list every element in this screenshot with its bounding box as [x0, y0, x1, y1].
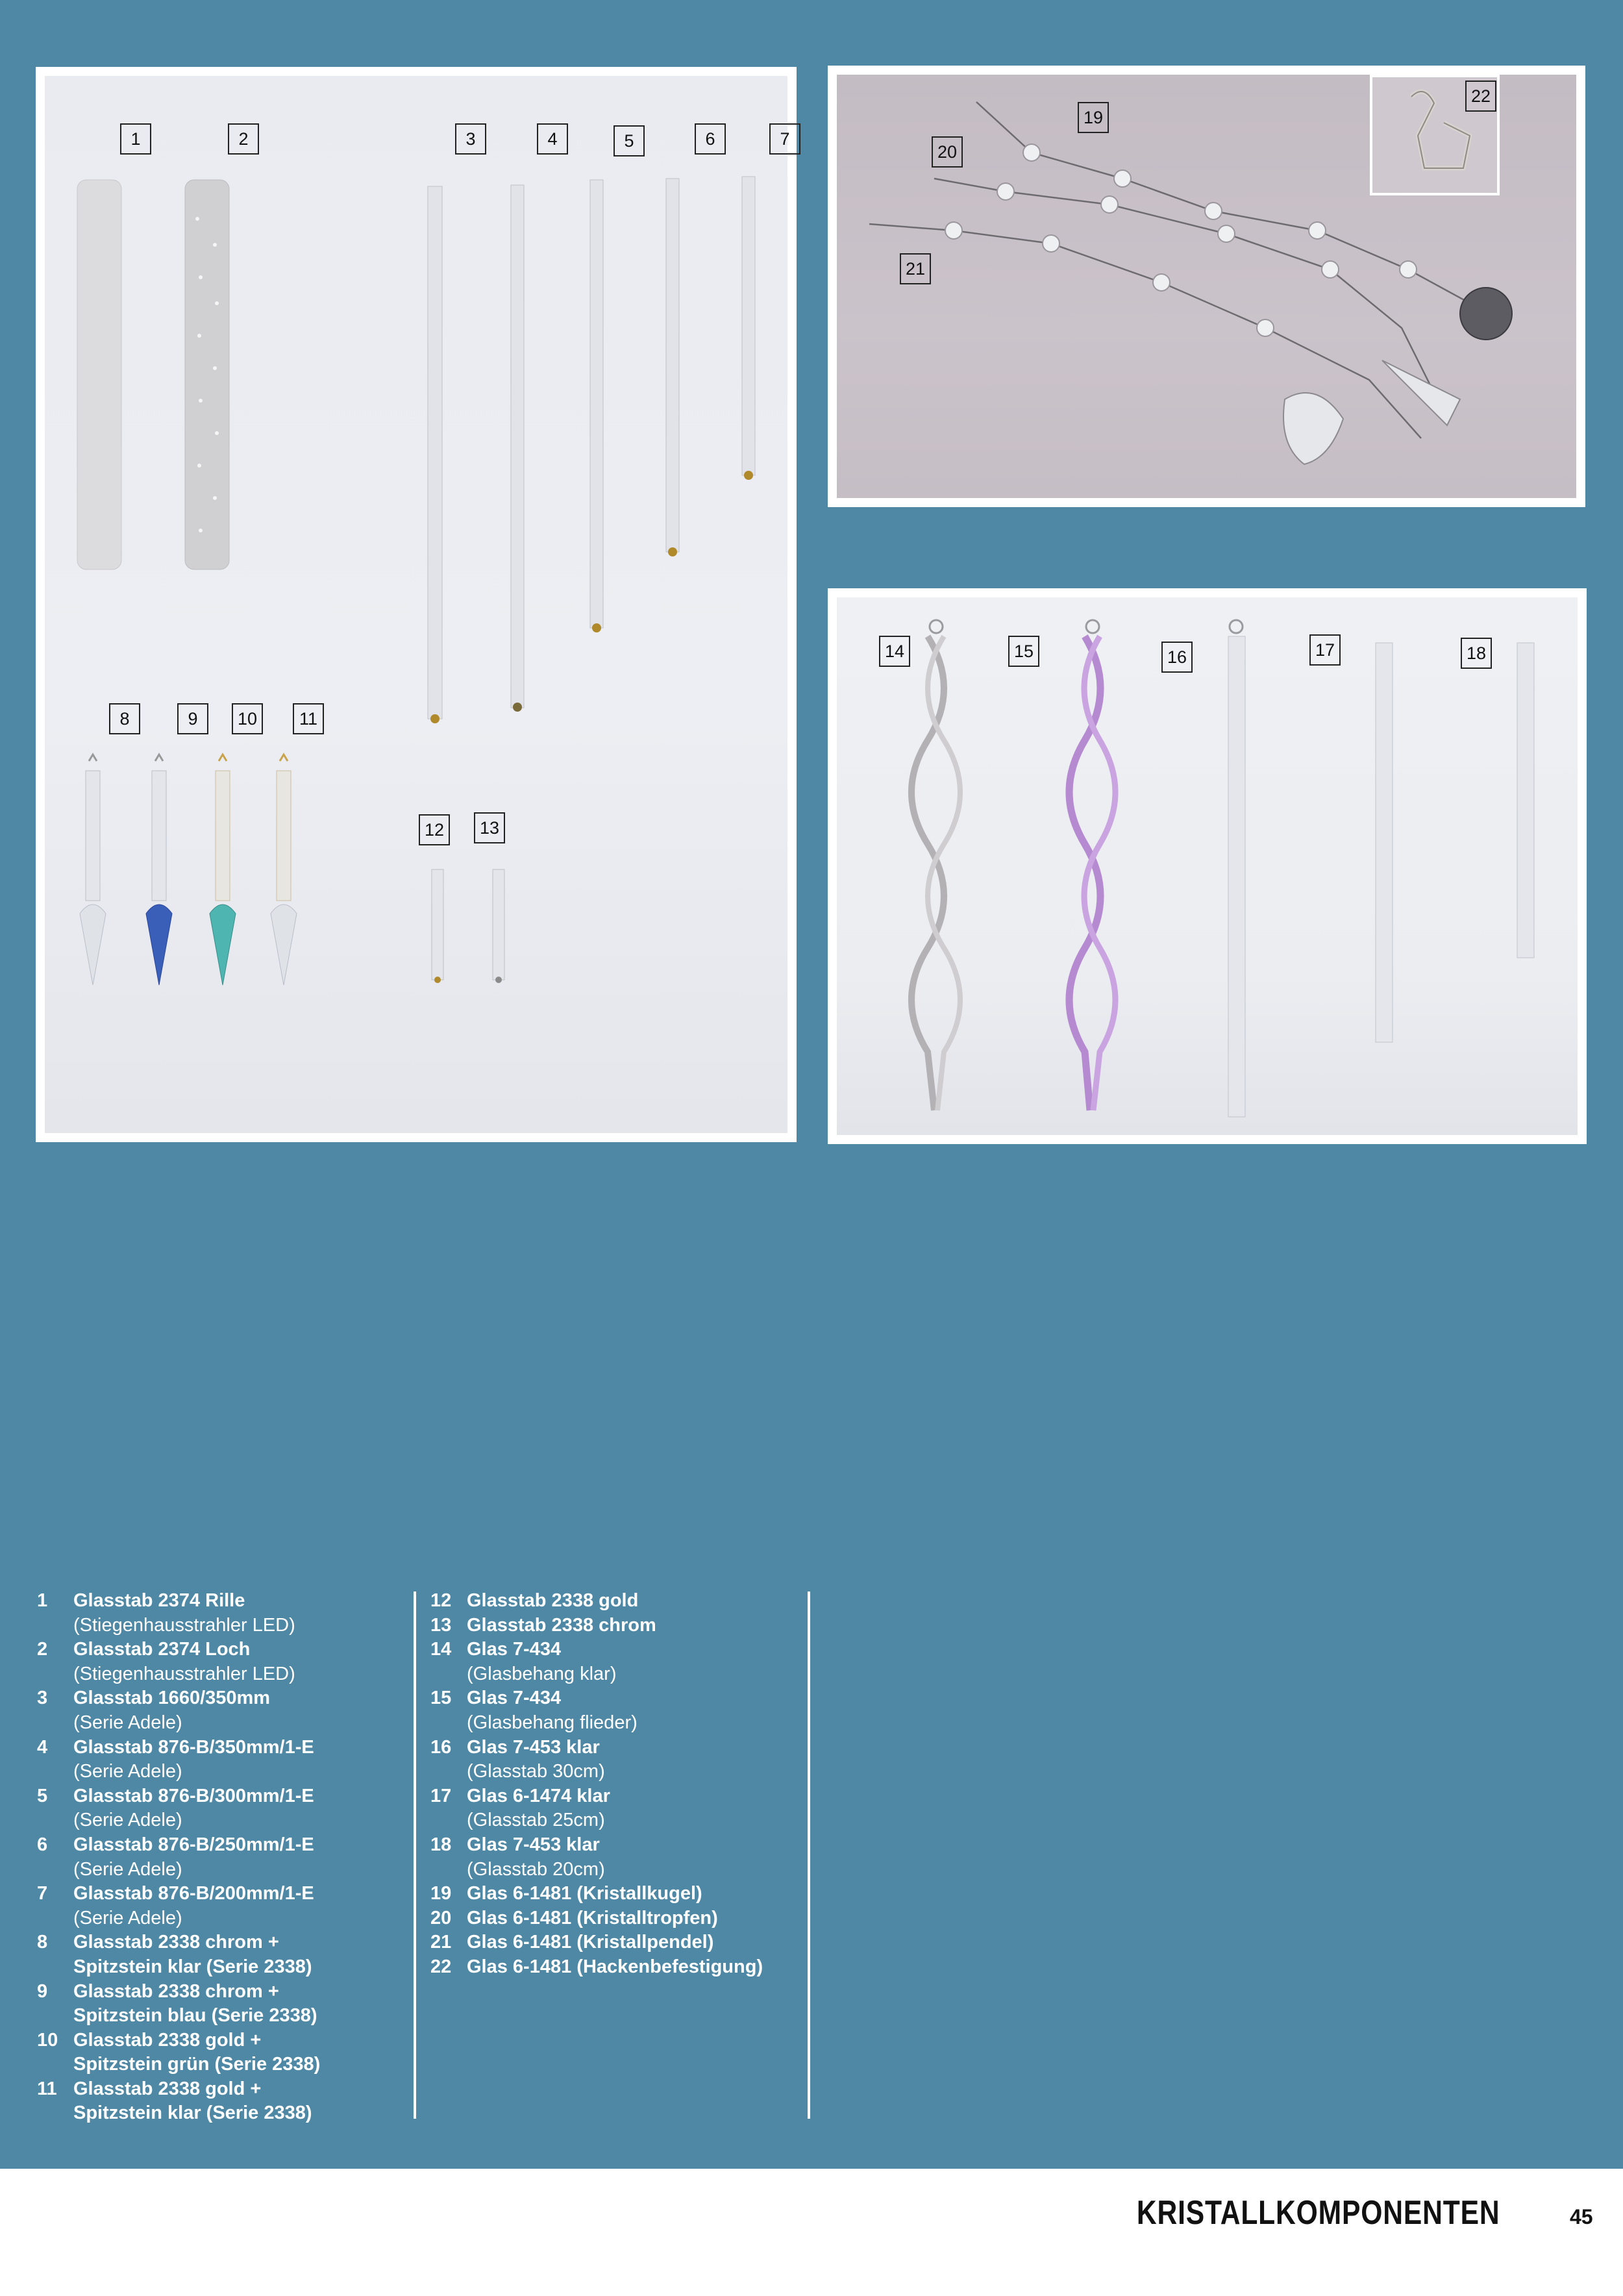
legend-item: 13 Glasstab 2338 chrom	[430, 1614, 656, 1636]
legend-divider	[808, 1591, 810, 2119]
legend-right	[430, 1589, 800, 1980]
legend-item: 18 Glas 7-453 klar (Glasstab 20cm)	[430, 1834, 605, 1880]
legend-item: 6 Glasstab 876-B/250mm/1-E (Serie Adele)	[37, 1834, 314, 1880]
photo-label: 7	[769, 123, 800, 155]
photo-label: 21	[900, 253, 931, 284]
rod-5	[590, 180, 603, 628]
pendant-8	[80, 755, 106, 985]
rod-7	[742, 177, 755, 475]
legend-item: 10 Glasstab 2338 gold + Spitzstein grün (Serie 2338)	[37, 2029, 321, 2075]
rod-3	[428, 186, 442, 719]
legend-item: 12 Glasstab 2338 gold	[430, 1590, 639, 1611]
photo-label: 3	[455, 123, 486, 155]
photo-label: 18	[1461, 638, 1492, 669]
legend-item: 19 Glas 6-1481 (Kristallkugel)	[430, 1883, 702, 1904]
rod-4	[511, 185, 524, 708]
twist-lilac	[1069, 620, 1115, 1110]
photo-crystal-chain	[828, 66, 1585, 507]
rod-1	[77, 180, 121, 569]
photo-label: 11	[293, 703, 324, 734]
crystal-beads	[945, 144, 1417, 336]
photo-label: 12	[419, 814, 450, 845]
photo-label: 8	[109, 703, 140, 734]
crystal-drop	[1283, 393, 1343, 464]
legend-item: 3 Glasstab 1660/350mm (Serie Adele)	[37, 1688, 271, 1733]
legend-item: 9 Glasstab 2338 chrom + Spitzstein blau (Serie 2338)	[37, 1980, 317, 2027]
legend-item: 11 Glasstab 2338 gold + Spitzstein klar (Serie 2338)	[37, 2078, 312, 2124]
rod-6	[666, 179, 679, 552]
photo-label: 10	[232, 703, 263, 734]
pendant-9	[146, 755, 172, 985]
legend-item: 16 Glas 7-453 klar (Glasstab 30cm)	[430, 1736, 605, 1782]
photo-label: 1	[120, 123, 151, 155]
photo-label: 6	[695, 123, 726, 155]
section-title: KRISTALLKOMPONENTEN	[1136, 2194, 1500, 2232]
pendant-10	[210, 755, 236, 985]
page-number: 45	[1570, 2205, 1593, 2228]
rod-17	[1376, 643, 1393, 1042]
legend-item: 21 Glas 6-1481 (Kristallpendel)	[430, 1932, 714, 1953]
legend-item: 22 Glas 6-1481 (Hackenbefestigung)	[430, 1956, 763, 1977]
photo-label: 4	[537, 123, 568, 155]
legend-item: 20 Glas 6-1481 (Kristalltropfen)	[430, 1907, 718, 1928]
photo-label: 17	[1309, 634, 1341, 666]
photo-label: 15	[1008, 636, 1039, 667]
rod-13	[493, 869, 504, 980]
twist-clear	[911, 620, 960, 1110]
legend-divider	[414, 1591, 416, 2119]
legend-item: 5 Glasstab 876-B/300mm/1-E (Serie Adele)	[37, 1785, 314, 1831]
rod-2	[185, 180, 229, 569]
photo-label: 20	[932, 136, 963, 168]
photo-label: 16	[1161, 642, 1193, 673]
photo-label: 22	[1465, 81, 1496, 112]
legend-left	[37, 1589, 401, 2126]
glass-hangers-illustration	[837, 597, 1578, 1135]
photo-label: 2	[228, 123, 259, 155]
photo-label: 13	[474, 812, 505, 843]
rod-12	[432, 869, 443, 980]
crystal-pendulum	[1382, 360, 1460, 425]
rod-16	[1228, 620, 1245, 1117]
photo-label: 19	[1078, 102, 1109, 133]
crystal-ball	[1460, 288, 1512, 340]
legend-item: 2 Glasstab 2374 Loch (Stiegenhausstrahler LED)	[37, 1639, 295, 1684]
legend-item: 8 Glasstab 2338 chrom + Spitzstein klar (Serie 2338)	[37, 1932, 312, 1977]
legend-item: 4 Glasstab 876-B/350mm/1-E (Serie Adele)	[37, 1736, 314, 1782]
photo-label: 14	[879, 636, 910, 667]
photo-label: 9	[177, 703, 208, 734]
legend-item: 15 Glas 7-434 (Glasbehang flieder)	[430, 1688, 638, 1733]
legend-item: 17 Glas 6-1474 klar (Glasstab 25cm)	[430, 1785, 610, 1831]
legend-item: 1 Glasstab 2374 Rille (Stiegenhausstrahler LED)	[37, 1590, 295, 1636]
legend-item: 14 Glas 7-434 (Glasbehang klar)	[430, 1639, 617, 1684]
glass-rods-illustration	[45, 76, 787, 1133]
photo-glass-hangers	[828, 588, 1587, 1144]
legend-item: 7 Glasstab 876-B/200mm/1-E (Serie Adele)	[37, 1883, 314, 1928]
photo-glass-rods	[36, 67, 797, 1142]
rod-18	[1517, 643, 1534, 958]
pendant-11	[271, 755, 297, 985]
photo-label: 5	[613, 125, 645, 156]
